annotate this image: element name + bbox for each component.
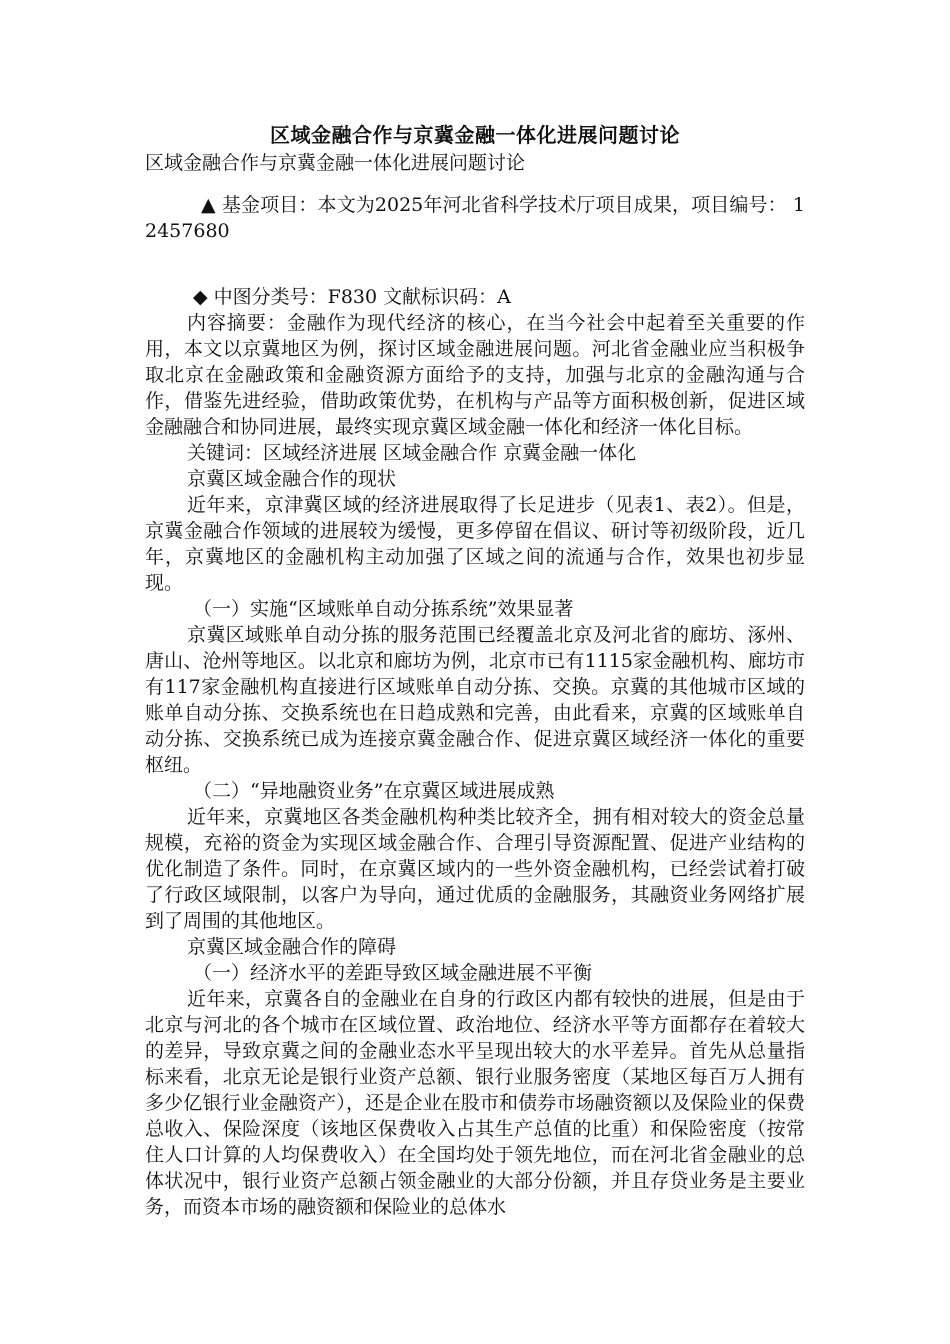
section-heading-obstacles: 京冀区域金融合作的障碍 <box>187 936 397 958</box>
fund-note: ▲ 基金项目：本文为2025年河北省科学技术厅项目成果，项目编号： 12457680 <box>145 194 805 242</box>
subheading-bill-sorting: （一）实施“区域账单自动分拣系统”效果显著 <box>193 598 574 620</box>
classification-line: ◆ 中图分类号：F830 文献标识码：A <box>193 286 511 308</box>
document-title: 区域金融合作与京冀金融一体化进展问题讨论 <box>270 123 680 147</box>
document-page <box>145 120 805 1220</box>
subheading-economic-gap: （一）经济水平的差距导致区域金融进展不平衡 <box>193 962 593 984</box>
section-status-paragraph: 近年来，京津冀区域的经济进展取得了长足进步（见表1、表2）。但是，京冀金融合作领域的进展较为缓慢，更多停留在倡议、研讨等初级阶段，近几年，京冀地区的金融机构主动加强了区域之间的流通与合作，效果也初步显现。 <box>145 494 805 594</box>
keywords-line: 关键词：区域经济进展 区域金融合作 京冀金融一体化 <box>187 442 637 464</box>
bill-sorting-paragraph: 京冀区域账单自动分拣的服务范围已经覆盖北京及河北省的廊坊、涿州、唐山、沧州等地区。以北京和廊坊为例，北京市已有1115家金融机构、廊坊市有117家金融机构直接进行区域账单自动分拣、交换。京冀的其他城市区域的账单自动分拣、交换系统也在日趋成熟和完善，由此看来，京冀的区域账单自动分拣、交换系统已成为连接京冀金融合作、促进京冀区域经济一体化的重要枢纽。 <box>145 624 805 776</box>
section-heading-status: 京冀区域金融合作的现状 <box>187 468 397 490</box>
document-subtitle: 区域金融合作与京冀金融一体化进展问题讨论 <box>145 152 526 174</box>
abstract-paragraph: 内容摘要：金融作为现代经济的核心，在当今社会中起着至关重要的作用，本文以京冀地区为例，探讨区域金融进展问题。河北省金融业应当积极争取北京在金融政策和金融资源方面给予的支持，加强与北京的金融沟通与合作，借鉴先进经验，借助政策优势，在机构与产品等方面积极创新，促进区域金融融合和协同进展，最终实现京冀区域金融一体化和经济一体化目标。 <box>145 312 805 438</box>
economic-gap-paragraph: 近年来，京冀各自的金融业在自身的行政区内都有较快的进展，但是由于北京与河北的各个城市在区域位置、政治地位、经济水平等方面都存在着较大的差异，导致京冀之间的金融业态水平呈现出较大的水平差异。首先从总量指标来看，北京无论是银行业资产总额、银行业服务密度（某地区每百万人拥有多少亿银行业金融资产），还是企业在股市和债券市场融资额以及保险业的保费总收入、保险深度（该地区保费收入占其生产总值的比重）和保险密度（按常住人口计算的人均保费收入）在全国均处于领先地位，而在河北省金融业的总体状况中，银行业资产总额占领金融业的大部分份额，并且存贷业务是主要业务，而资本市场的融资额和保险业的总体水 <box>145 988 805 1218</box>
subheading-remote-financing: （二）“异地融资业务”在京冀区域进展成熟 <box>193 780 555 802</box>
remote-financing-paragraph: 近年来，京冀地区各类金融机构种类比较齐全，拥有相对较大的资金总量规模，充裕的资金为实现区域金融合作、合理引导资源配置、促进产业结构的优化制造了条件。同时，在京冀区域内的一些外资金融机构，已经尝试着打破了行政区域限制，以客户为导向，通过优质的金融服务，其融资业务网络扩展到了周围的其他地区。 <box>145 806 805 932</box>
